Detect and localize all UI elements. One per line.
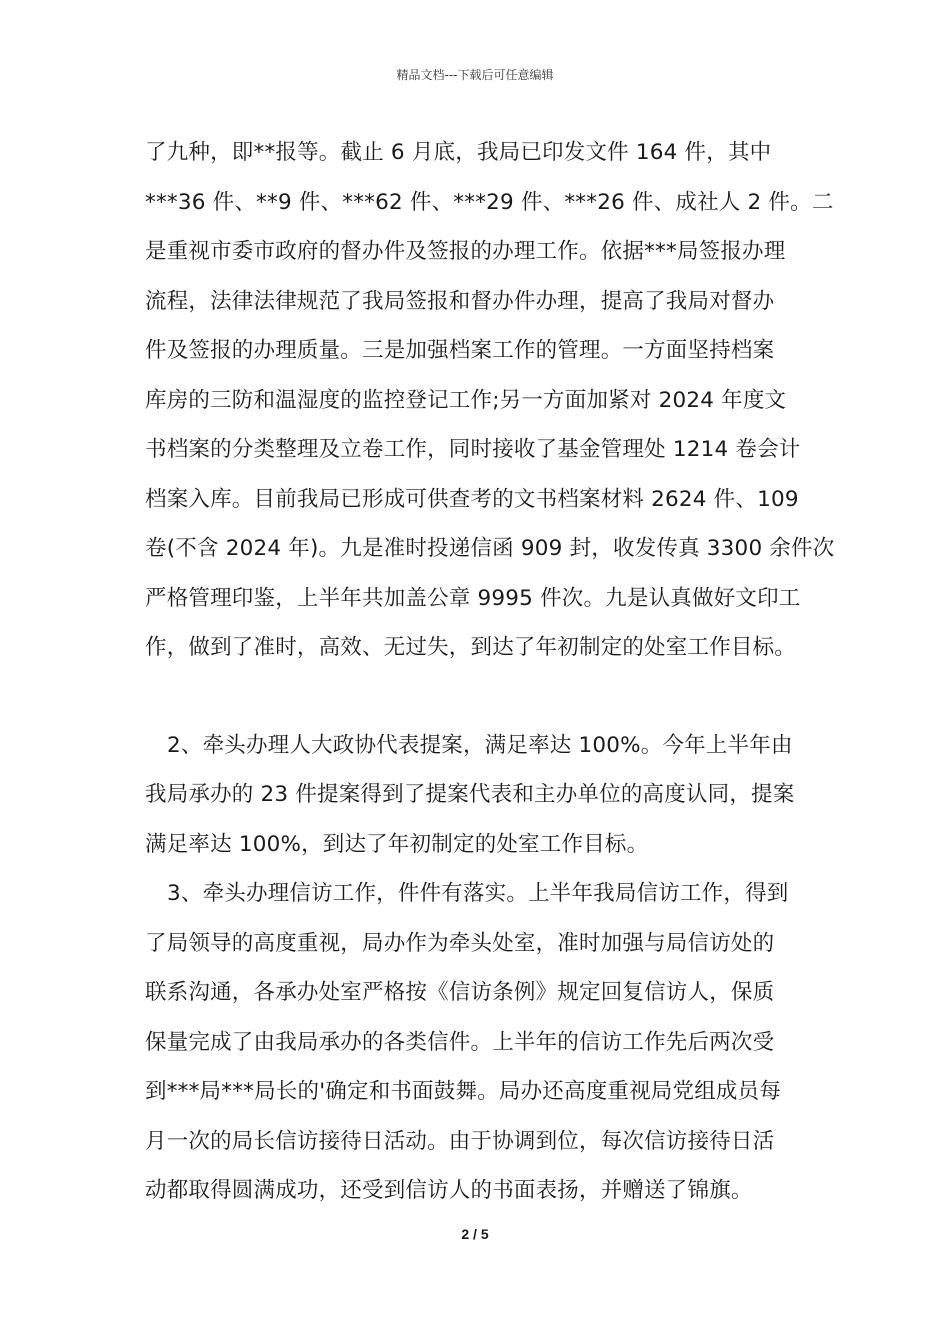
text-line: 是重视市委市政府的督办件及签报的办理工作。依据***局签报办理 — [145, 239, 786, 264]
text-line: 3、牵头办理信访工作，件件有落实。上半年我局信访工作，得到 — [167, 881, 789, 906]
paragraph-spacer — [145, 673, 835, 721]
text-line: 保量完成了由我局承办的各类信件。上半年的信访工作先后两次受 — [145, 1029, 775, 1055]
paragraph-1 — [145, 128, 835, 673]
document-body — [145, 128, 835, 1216]
text-line: ***36 件、**9 件、***62 件、***29 件、***26 件、成社人 2 件。二 — [145, 189, 834, 215]
paragraph-3 — [145, 869, 835, 1216]
text-line: 了九种，即**报等。截止 6 月底，我局已印发文件 164 件，其中 — [145, 140, 772, 165]
page-header: 精品文档---下载后可任意编辑 — [396, 68, 554, 82]
page-number: 2 / 5 — [461, 1226, 489, 1242]
text-line: 库房的三防和温湿度的监控登记工作;另一方面加紧对 2024 年度文 — [145, 387, 787, 413]
text-line: 流程，法律法律规范了我局签报和督办件办理，提高了我局对督办 — [145, 288, 775, 314]
text-line: 书档案的分类整理及立卷工作，同时接收了基金管理处 1214 卷会计 — [145, 437, 801, 462]
text-line: 月一次的局长信访接待日活动。由于协调到位，每次信访接待日活 — [145, 1128, 775, 1154]
text-line: 动都取得圆满成功，还受到信访人的书面表扬，并赠送了锦旗。 — [145, 1178, 753, 1203]
text-line: 到***局***局长的'确定和书面鼓舞。局办还高度重视局党组成员每 — [145, 1079, 782, 1104]
text-line: 严格管理印鉴，上半年共加盖公章 9995 件次。九是认真做好文印工 — [145, 585, 801, 611]
text-line: 2、牵头办理人大政协代表提案，满足率达 100%。今年上半年由 — [167, 732, 793, 758]
text-line: 件及签报的办理质量。三是加强档案工作的管理。一方面坚持档案 — [145, 338, 775, 363]
text-line: 我局承办的 23 件提案得到了提案代表和主办单位的高度认同，提案 — [145, 782, 795, 807]
text-line: 联系沟通，各承办处室严格按《信访条例》规定回复信访人，保质 — [145, 980, 775, 1005]
text-line: 了局领导的高度重视，局办作为牵头处室，准时加强与局信访处的 — [145, 930, 775, 956]
text-line: 作，做到了准时，高效、无过失，到达了年初制定的处室工作目标。 — [145, 635, 797, 660]
text-line: 档案入库。目前我局已形成可供查考的文书档案材料 2624 件、109 — [145, 486, 799, 512]
text-line: 卷(不含 2024 年)。九是准时投递信函 909 封，收发传真 3300 余件次 — [145, 536, 835, 561]
text-line: 满足率达 100%，到达了年初制定的处室工作目标。 — [145, 831, 649, 857]
paragraph-2 — [145, 721, 835, 870]
